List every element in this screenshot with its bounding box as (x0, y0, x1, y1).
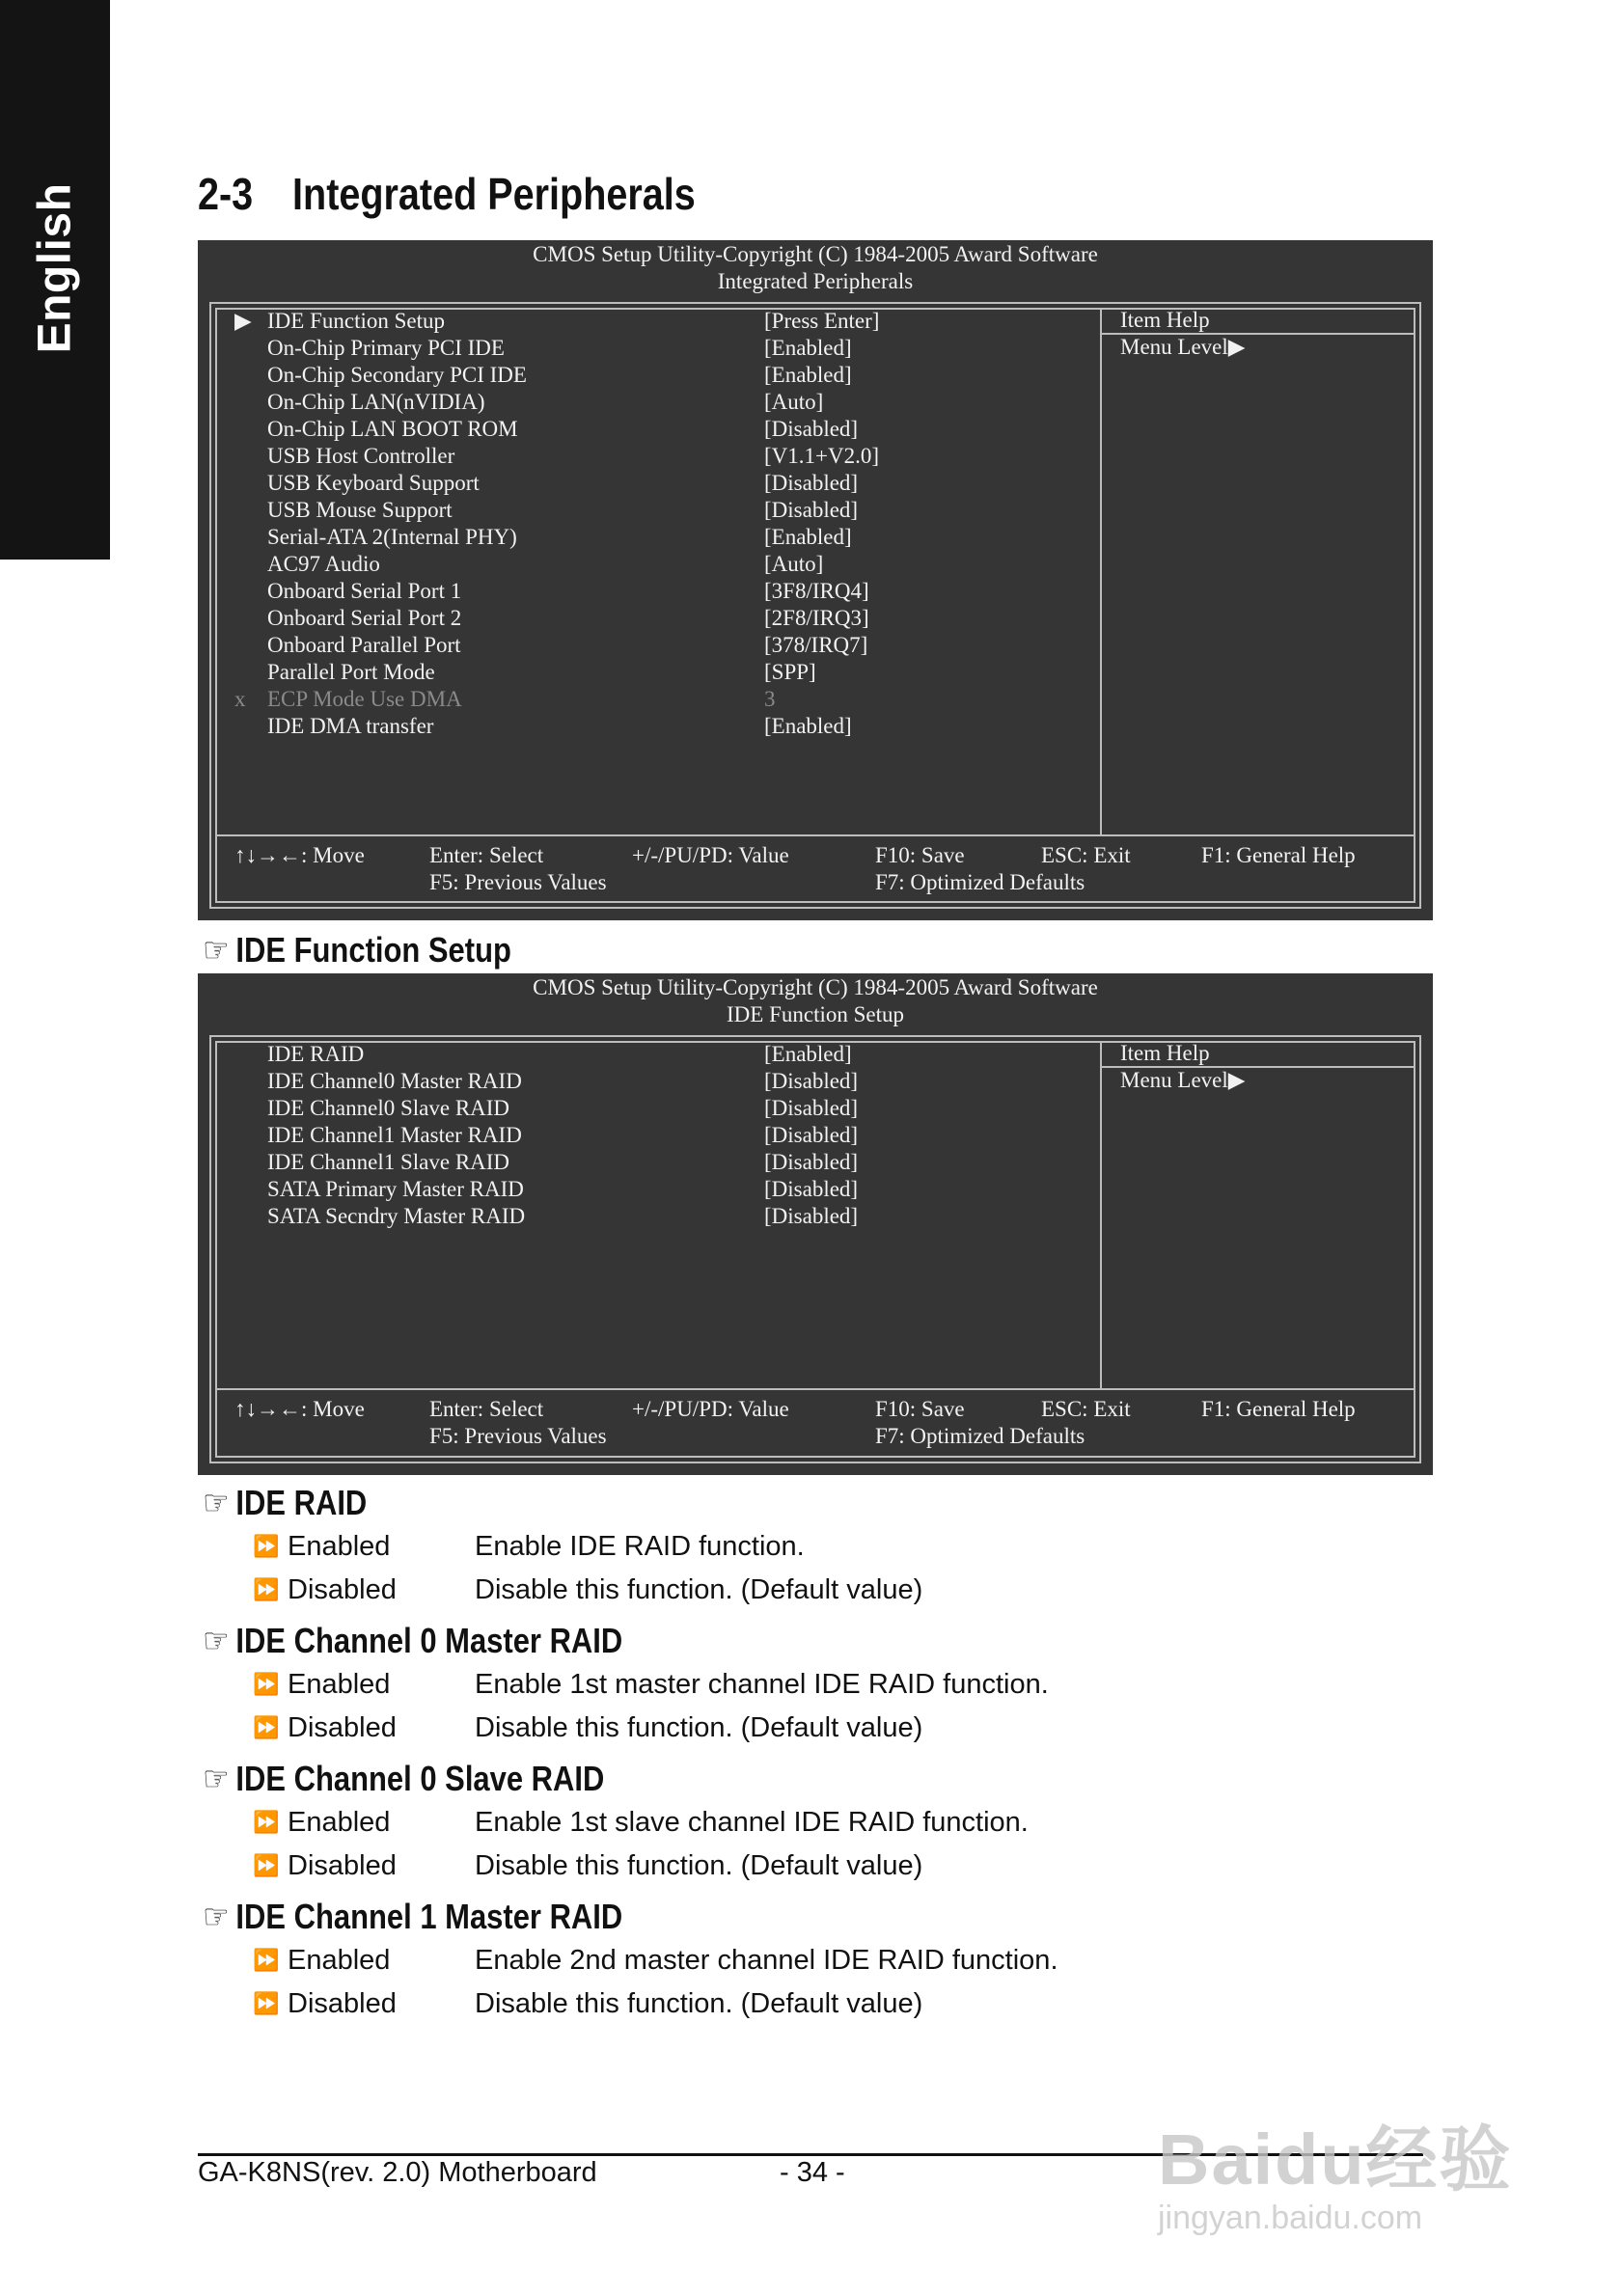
bios-header (198, 973, 1433, 1028)
double-arrow-icon: ⏩ (253, 1672, 280, 1696)
option-label: Disabled (288, 1712, 397, 1743)
option-label: Disabled (288, 1574, 397, 1605)
bios-inner-frame (215, 308, 1415, 903)
option-description: Disable this function. (Default value) (475, 1574, 923, 1605)
key-optimized-defaults: F7: Optimized Defaults (875, 870, 1085, 894)
double-arrow-icon: ⏩ (253, 1715, 280, 1739)
item-help-title: Item Help (1120, 308, 1210, 332)
bios-item-row[interactable] (217, 524, 1414, 551)
key-exit: ESC: Exit (1041, 843, 1131, 867)
bios-header-copyright: CMOS Setup Utility-Copyright (C) 1984-2005 Award Software (533, 242, 1098, 266)
item-help-text: Menu Level▶ (1120, 335, 1246, 359)
section-title: IDE Channel 0 Master RAID (235, 1621, 623, 1660)
submenu-arrow-icon: ▶ (234, 309, 252, 333)
option-row (253, 1988, 922, 2020)
key-save: F10: Save (875, 843, 965, 867)
option-label: Enabled (288, 1531, 391, 1562)
key-help: F1: General Help (1201, 1397, 1356, 1421)
hand-pointer-icon: ☞ (203, 1621, 230, 1660)
bios-item-value[interactable]: [Disabled] (764, 498, 859, 522)
option-description: Enable 1st master channel IDE RAID function. (475, 1669, 1049, 1700)
bios-item-name: USB Keyboard Support (267, 471, 480, 495)
bios-item-name: IDE DMA transfer (267, 714, 434, 738)
bios-item-value[interactable]: 3 (764, 687, 776, 711)
bios-item-row[interactable] (217, 632, 1414, 659)
double-arrow-icon: ⏩ (253, 1534, 280, 1558)
bios-item-row[interactable] (217, 1203, 1414, 1230)
option-description: Disable this function. (Default value) (475, 1850, 923, 1881)
key-help: F1: General Help (1201, 843, 1356, 867)
bios-item-value[interactable]: [Disabled] (764, 1177, 859, 1201)
option-description: Disable this function. (Default value) (475, 1712, 923, 1743)
bios-item-row[interactable] (217, 605, 1414, 632)
bios-item-value[interactable]: [Disabled] (764, 1123, 859, 1147)
bios-item-row[interactable] (217, 1122, 1414, 1149)
bios-frame (209, 1035, 1421, 1463)
bios-item-row[interactable] (217, 470, 1414, 497)
bios-item-name: IDE Function Setup (267, 309, 445, 333)
bios-item-value[interactable]: [3F8/IRQ4] (764, 579, 869, 603)
hand-pointer-icon: ☞ (203, 1759, 230, 1798)
option-description: Enable IDE RAID function. (475, 1531, 805, 1562)
bios-item-row[interactable] (217, 443, 1414, 470)
watermark (1158, 2103, 1513, 2237)
bios-item-row[interactable] (217, 551, 1414, 578)
bios-item-row[interactable] (217, 578, 1414, 605)
option-label: Disabled (288, 1850, 397, 1881)
bios-item-value[interactable]: [Enabled] (764, 714, 852, 738)
bios-item-row[interactable] (217, 416, 1414, 443)
key-previous-values: F5: Previous Values (429, 1424, 607, 1448)
key-value: +/-/PU/PD: Value (632, 843, 789, 867)
section-heading (203, 1897, 622, 1937)
bios-item-name: AC97 Audio (267, 552, 380, 576)
item-help-title: Item Help (1120, 1041, 1210, 1065)
key-save: F10: Save (875, 1397, 965, 1421)
option-label: Enabled (288, 1945, 391, 1976)
bios-item-row[interactable] (217, 1041, 1414, 1068)
bios-item-value[interactable]: [Enabled] (764, 363, 852, 387)
bios-item-name: IDE RAID (267, 1042, 365, 1066)
option-row (253, 1531, 805, 1563)
bios-item-name: IDE Channel0 Slave RAID (267, 1096, 510, 1120)
bios-item-row[interactable] (217, 389, 1414, 416)
bios-screen-integrated-peripherals (198, 240, 1433, 920)
bios-item-value[interactable]: [SPP] (764, 660, 816, 684)
section-title: IDE Function Setup (235, 930, 511, 970)
bios-item-name: IDE Channel0 Master RAID (267, 1069, 522, 1093)
item-help-text: Menu Level▶ (1120, 1068, 1246, 1092)
bios-item-row[interactable] (217, 335, 1414, 362)
bios-item-value[interactable]: [Disabled] (764, 1204, 859, 1228)
bios-header-title: Integrated Peripherals (717, 269, 914, 293)
option-label: Enabled (288, 1807, 391, 1838)
section-heading (203, 1759, 604, 1799)
key-select: Enter: Select (429, 843, 544, 867)
key-select: Enter: Select (429, 1397, 544, 1421)
watermark-url: jingyan.baidu.com (1158, 2200, 1423, 2236)
bios-screen-ide-function-setup (198, 973, 1433, 1475)
page-heading (198, 168, 696, 220)
bios-inner-frame (215, 1041, 1415, 1458)
bios-item-value[interactable]: [Auto] (764, 390, 824, 414)
language-side-tab (0, 0, 110, 560)
section-heading-ide-function-setup (203, 930, 511, 970)
option-description: Enable 2nd master channel IDE RAID function. (475, 1945, 1058, 1976)
bios-item-name: Serial-ATA 2(Internal PHY) (267, 525, 517, 549)
option-row (253, 1850, 922, 1882)
footer-divider (217, 834, 1414, 836)
bios-item-value[interactable]: [Enabled] (764, 1042, 852, 1066)
bios-item-name: On-Chip Primary PCI IDE (267, 336, 505, 360)
bios-item-name: ECP Mode Use DMA (267, 687, 462, 711)
bios-header-copyright: CMOS Setup Utility-Copyright (C) 1984-2005 Award Software (533, 975, 1098, 999)
bios-item-name: SATA Secndry Master RAID (267, 1204, 526, 1228)
bios-item-row[interactable] (217, 686, 1414, 713)
bios-item-name: USB Host Controller (267, 444, 455, 468)
footer-divider (217, 1388, 1414, 1390)
bios-item-row[interactable] (217, 497, 1414, 524)
bios-item-value[interactable]: [Disabled] (764, 1150, 859, 1174)
disabled-mark: x (234, 687, 246, 711)
key-previous-values: F5: Previous Values (429, 870, 607, 894)
key-move: ↑↓→←: Move (234, 1397, 365, 1421)
bios-item-name: USB Mouse Support (267, 498, 453, 522)
heading-title: Integrated Peripherals (292, 169, 696, 219)
bios-item-value[interactable]: [Enabled] (764, 336, 852, 360)
bios-item-name: On-Chip LAN BOOT ROM (267, 417, 518, 441)
bios-item-name: IDE Channel1 Master RAID (267, 1123, 522, 1147)
bios-item-name: Parallel Port Mode (267, 660, 435, 684)
side-tab-label: English (29, 182, 81, 354)
bios-item-value[interactable]: [Auto] (764, 552, 824, 576)
bios-item-row[interactable] (217, 713, 1414, 740)
option-row (253, 1712, 922, 1744)
bios-item-name: Onboard Parallel Port (267, 633, 461, 657)
bios-item-name: IDE Channel1 Slave RAID (267, 1150, 510, 1174)
double-arrow-icon: ⏩ (253, 1948, 280, 1972)
bios-item-name: On-Chip Secondary PCI IDE (267, 363, 527, 387)
bios-item-value[interactable]: [Press Enter] (764, 309, 880, 333)
option-label: Enabled (288, 1669, 391, 1700)
bios-frame (209, 302, 1421, 909)
bios-header (198, 240, 1433, 295)
section-title: IDE Channel 1 Master RAID (235, 1897, 623, 1936)
option-row (253, 1807, 1029, 1839)
hand-pointer-icon: ☞ (203, 1483, 230, 1522)
section-title: IDE RAID (235, 1483, 368, 1522)
double-arrow-icon: ⏩ (253, 1577, 280, 1601)
double-arrow-icon: ⏩ (253, 1853, 280, 1877)
bios-item-value[interactable]: [378/IRQ7] (764, 633, 868, 657)
bios-item-name: Onboard Serial Port 1 (267, 579, 462, 603)
bios-item-value[interactable]: [Enabled] (764, 525, 852, 549)
page-number: - 34 - (780, 2157, 845, 2188)
watermark-logo: Baidu经验 (1158, 2119, 1513, 2200)
footer-model: GA-K8NS(rev. 2.0) Motherboard (198, 2157, 597, 2188)
option-description: Enable 1st slave channel IDE RAID function. (475, 1807, 1029, 1838)
heading-number: 2-3 (198, 169, 254, 219)
section-heading (203, 1483, 367, 1523)
double-arrow-icon: ⏩ (253, 1991, 280, 2015)
bios-item-name: Onboard Serial Port 2 (267, 606, 462, 630)
option-row (253, 1669, 1049, 1701)
hand-pointer-icon: ☞ (203, 930, 230, 970)
section-heading (203, 1621, 622, 1661)
option-label: Disabled (288, 1988, 397, 2019)
section-title: IDE Channel 0 Slave RAID (235, 1759, 605, 1798)
key-optimized-defaults: F7: Optimized Defaults (875, 1424, 1085, 1448)
double-arrow-icon: ⏩ (253, 1810, 280, 1834)
option-row (253, 1945, 1058, 1977)
bios-item-value[interactable]: [Disabled] (764, 1096, 859, 1120)
bios-item-row[interactable] (217, 1149, 1414, 1176)
key-value: +/-/PU/PD: Value (632, 1397, 789, 1421)
bios-item-row[interactable] (217, 659, 1414, 686)
bios-item-value[interactable]: [V1.1+V2.0] (764, 444, 880, 468)
bios-item-name: SATA Primary Master RAID (267, 1177, 524, 1201)
bios-item-name: On-Chip LAN(nVIDIA) (267, 390, 485, 414)
option-row (253, 1574, 922, 1606)
bios-header-title: IDE Function Setup (727, 1002, 904, 1026)
hand-pointer-icon: ☞ (203, 1897, 230, 1936)
bios-item-row[interactable] (217, 1095, 1414, 1122)
bios-item-value[interactable]: [Disabled] (764, 471, 859, 495)
bios-item-row[interactable] (217, 1068, 1414, 1095)
bios-item-value[interactable]: [2F8/IRQ3] (764, 606, 869, 630)
bios-item-value[interactable]: [Disabled] (764, 1069, 859, 1093)
bios-item-row[interactable] (217, 1176, 1414, 1203)
bios-item-row[interactable] (217, 362, 1414, 389)
key-move: ↑↓→←: Move (234, 843, 365, 867)
bios-item-value[interactable]: [Disabled] (764, 417, 859, 441)
option-description: Disable this function. (Default value) (475, 1988, 923, 2019)
bios-item-row[interactable] (217, 308, 1414, 335)
key-exit: ESC: Exit (1041, 1397, 1131, 1421)
